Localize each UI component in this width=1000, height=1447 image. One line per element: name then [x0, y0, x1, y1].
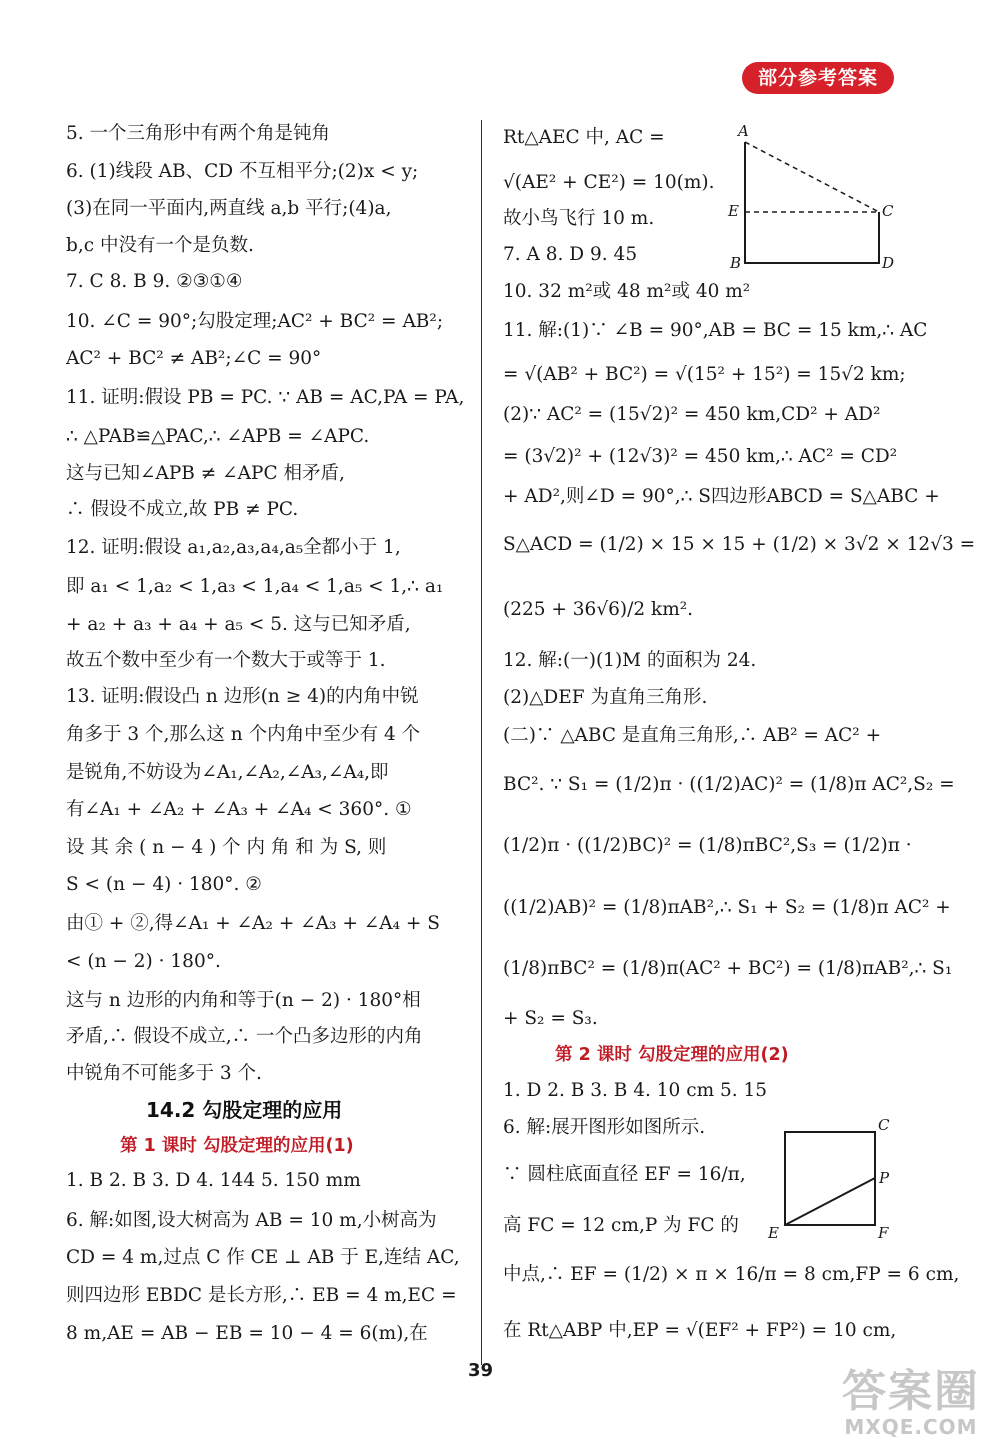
- answer-line: 在 Rt△ABP 中,EP = √(EF² + FP²) = 10 cm,: [503, 1320, 897, 1341]
- answer-line: (3)在同一平面内,两直线 a,b 平行;(4)a,: [66, 198, 392, 219]
- answer-line: 高 FC = 12 cm,P 为 FC 的: [503, 1215, 739, 1236]
- answer-line: S△ACD = (1/2) × 15 × 15 + (1/2) × 3√2 × 12√3 =: [503, 534, 976, 555]
- answer-section-badge: 部分参考答案: [742, 62, 894, 94]
- answer-line: (225 + 36√6)/2 km².: [503, 599, 694, 620]
- answer-line: + AD²,则∠D = 90°,∴ S四边形ABCD = S△ABC +: [503, 486, 940, 507]
- answer-line: ∴ 假设不成立,故 PB ≠ PC.: [66, 499, 299, 520]
- answer-line: 6. (1)线段 AB、CD 不互相平分;(2)x < y;: [66, 161, 419, 182]
- answer-line: (2)∵ AC² = (15√2)² = 450 km,CD² + AD²: [503, 404, 881, 425]
- figure-label: A: [738, 122, 749, 140]
- figure-label: D: [882, 254, 895, 272]
- answer-line: ∴ △PAB≌△PAC,∴ ∠APB = ∠APC.: [66, 426, 370, 447]
- figure-label: F: [878, 1224, 889, 1242]
- answer-line: 8 m,AE = AB − EB = 10 − 4 = 6(m),在: [66, 1323, 428, 1344]
- segment-ep: [785, 1178, 875, 1225]
- answer-line: 12. 解:(一)(1)M 的面积为 24.: [503, 650, 757, 671]
- rectangle-efc: [785, 1132, 875, 1225]
- answer-line: 这与已知∠APB ≠ ∠APC 相矛盾,: [66, 463, 345, 484]
- answer-line: 7. A 8. D 9. 45: [503, 244, 638, 265]
- answer-line: 有∠A₁ + ∠A₂ + ∠A₃ + ∠A₄ < 360°. ①: [66, 799, 412, 820]
- answer-line: 故五个数中至少有一个数大于或等于 1.: [66, 650, 386, 671]
- page-number: 39: [468, 1360, 494, 1381]
- segment-ac: [745, 142, 879, 212]
- answer-line: ((1/2)AB)² = (1/8)πAB²,∴ S₁ + S₂ = (1/8)π AC² +: [503, 897, 951, 918]
- answer-line: 这与 n 边形的内角和等于(n − 2) · 180°相: [66, 990, 421, 1011]
- answer-line: 12. 证明:假设 a₁,a₂,a₃,a₄,a₅全都小于 1,: [66, 537, 401, 558]
- answer-line: √(AE² + CE²) = 10(m).: [503, 172, 715, 193]
- watermark-line2: MXQE.COM: [844, 1415, 978, 1439]
- answer-line: BC². ∵ S₁ = (1/2)π · ((1/2)AC)² = (1/8)π AC²,S₂ =: [503, 774, 955, 795]
- answer-line: 故小鸟飞行 10 m.: [503, 208, 655, 229]
- figure-label: P: [879, 1169, 890, 1187]
- answer-line: b,c 中没有一个是负数.: [66, 235, 254, 256]
- answer-line: AC² + BC² ≠ AB²;∠C = 90°: [66, 348, 322, 369]
- figure-label: B: [730, 254, 742, 272]
- answer-line: 7. C 8. B 9. ②③①④: [66, 271, 243, 292]
- answer-line: CD = 4 m,过点 C 作 CE ⊥ AB 于 E,连结 AC,: [66, 1247, 460, 1268]
- unfolded-cylinder-figure: [762, 1112, 900, 1244]
- section-title: 14.2 勾股定理的应用: [146, 1098, 343, 1122]
- answer-line: (1/2)π · ((1/2)BC)² = (1/8)πBC²,S₃ = (1/2)π ·: [503, 835, 912, 856]
- answer-line: 11. 证明:假设 PB = PC. ∵ AB = AC,PA = PA,: [66, 387, 465, 408]
- figure-label: C: [882, 202, 894, 220]
- answer-line: 10. ∠C = 90°;勾股定理;AC² + BC² = AB²;: [66, 311, 444, 332]
- answer-line: 中点,∴ EF = (1/2) × π × 16/π = 8 cm,FP = 6 cm,: [503, 1264, 960, 1285]
- column-divider: [481, 120, 482, 1365]
- answer-line: 10. 32 m²或 48 m²或 40 m²: [503, 281, 751, 302]
- figure-label: C: [878, 1116, 890, 1134]
- answer-line: (1/8)πBC² = (1/8)π(AC² + BC²) = (1/8)πAB²,∴ S₁: [503, 958, 953, 979]
- answer-line: 6. 解:展开图形如图所示.: [503, 1117, 706, 1138]
- tree-bird-figure: [724, 122, 900, 274]
- watermark-line1: 答案圈: [842, 1366, 980, 1417]
- answer-line: 11. 解:(1)∵ ∠B = 90°,AB = BC = 15 km,∴ AC: [503, 320, 928, 341]
- answer-line: Rt△AEC 中, AC =: [503, 127, 665, 148]
- answer-line: < (n − 2) · 180°.: [66, 951, 221, 972]
- figure-label: E: [728, 202, 739, 220]
- lesson-title: 第 1 课时 勾股定理的应用(1): [120, 1136, 354, 1156]
- answer-line: 5. 一个三角形中有两个角是钝角: [66, 123, 331, 144]
- answer-line: 1. B 2. B 3. D 4. 144 5. 150 mm: [66, 1170, 361, 1191]
- answer-line: = (3√2)² + (12√3)² = 450 km,∴ AC² = CD²: [503, 446, 898, 467]
- answer-line: = √(AB² + BC²) = √(15² + 15²) = 15√2 km;: [503, 364, 906, 385]
- answer-line: 1. D 2. B 3. B 4. 10 cm 5. 15: [503, 1080, 768, 1101]
- answer-line: (2)△DEF 为直角三角形.: [503, 687, 708, 708]
- answer-line: 则四边形 EBDC 是长方形,∴ EB = 4 m,EC =: [66, 1285, 457, 1306]
- answer-line: ∵ 圆柱底面直径 EF = 16/π,: [503, 1164, 746, 1185]
- answer-line: 设 其 余 ( n − 4 ) 个 内 角 和 为 S, 则: [66, 837, 387, 858]
- answer-line: 矛盾,∴ 假设不成立,∴ 一个凸多边形的内角: [66, 1026, 423, 1047]
- answer-line: + S₂ = S₃.: [503, 1008, 598, 1029]
- lesson-title: 第 2 课时 勾股定理的应用(2): [555, 1045, 789, 1065]
- answer-line: + a₂ + a₃ + a₄ + a₅ < 5. 这与已知矛盾,: [66, 614, 411, 635]
- answer-line: 是锐角,不妨设为∠A₁,∠A₂,∠A₃,∠A₄,即: [66, 762, 389, 783]
- answer-line: 13. 证明:假设凸 n 边形(n ≥ 4)的内角中锐: [66, 686, 419, 707]
- answer-line: (二)∵ △ABC 是直角三角形,∴ AB² = AC² +: [503, 725, 882, 746]
- answer-line: 由① + ②,得∠A₁ + ∠A₂ + ∠A₃ + ∠A₄ + S: [66, 913, 440, 934]
- answer-line: 即 a₁ < 1,a₂ < 1,a₃ < 1,a₄ < 1,a₅ < 1,∴ a₁: [66, 576, 444, 597]
- watermark: [842, 1366, 980, 1439]
- answer-line: 角多于 3 个,那么这 n 个内角中至少有 4 个: [66, 724, 421, 745]
- answer-line: 6. 解:如图,设大树高为 AB = 10 m,小树高为: [66, 1210, 437, 1231]
- answer-line: S < (n − 4) · 180°. ②: [66, 874, 262, 895]
- figure-label: E: [768, 1224, 779, 1242]
- figure-solid-lines: [745, 142, 879, 263]
- answer-line: 中锐角不可能多于 3 个.: [66, 1063, 262, 1084]
